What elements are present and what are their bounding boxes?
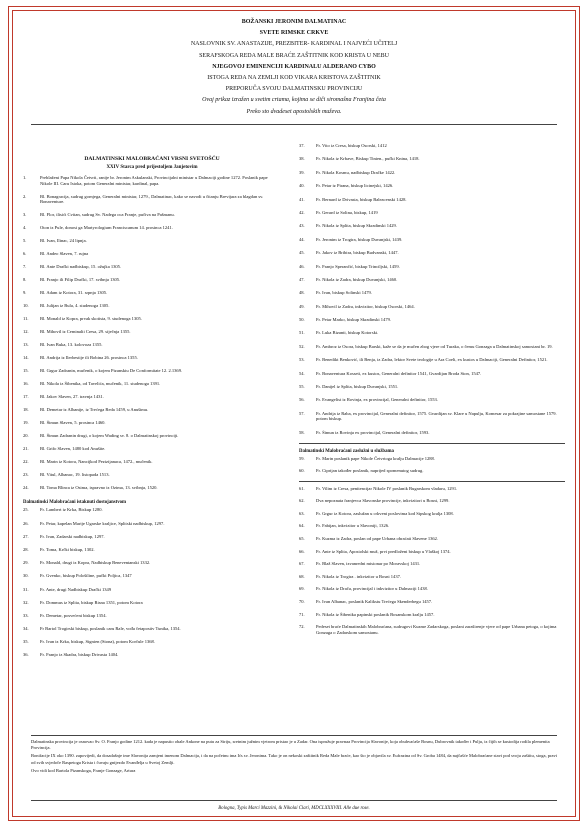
item-text: Bl. Bonagracija, sudrug gornjega, Generalni ministar, 1279., Dalmatinac, kako se navodi u čitanju Brevijara za blagdan sv. Bonaventure. xyxy=(40,193,264,205)
item-number: 38. xyxy=(299,156,305,162)
item-number: 34. xyxy=(23,626,29,632)
item-number: 37. xyxy=(299,143,305,148)
item-number: 58. xyxy=(299,429,305,435)
list-item xyxy=(23,225,281,231)
item-number: 32. xyxy=(23,599,29,605)
item-number: 61. xyxy=(299,485,305,491)
item-number: 10. xyxy=(23,303,29,309)
item-text: Fr. Petar iz Pirana, biskup licinejski, 1426. xyxy=(316,183,394,189)
list-item xyxy=(299,397,565,403)
item-number: 57. xyxy=(299,410,305,416)
list-item xyxy=(299,498,565,504)
item-text: Fr. Petar, kapelan Marije Ugarske kraljice, Splitski nadbiskup, 1297. xyxy=(40,520,165,526)
item-number: 7. xyxy=(23,264,27,270)
item-text: Fr. Dommus iz Splita, biskup Risna 1351, potom Kotora xyxy=(40,599,143,605)
missionaries-list xyxy=(299,486,565,636)
item-text: Fr. Ambroz iz Osora, biskup Barski, kaže se da je mučen zbog vjere od Turaka, o čemu Gonzaga u Dalmatinskoj samostani br. 19. xyxy=(316,343,553,349)
item-text: Fr. Vito iz Cresa, biskup Osorski, 1412 xyxy=(316,143,387,148)
header-separator xyxy=(31,124,557,125)
list-item xyxy=(299,330,565,336)
document-page xyxy=(8,6,580,821)
item-text: Fr. Fabijan, inkvizitor u Slavoniji, 1326. xyxy=(316,523,390,529)
item-number: 17. xyxy=(23,393,29,399)
item-text: Fr. Nikola iz Trogira . inkvizitor u Bosni 1437. xyxy=(316,573,402,579)
item-number: 51. xyxy=(299,330,305,336)
list-item xyxy=(299,430,565,436)
item-text: Bl. Jakov Slaven, 27. travnja 1431. xyxy=(40,393,104,399)
item-number: 3. xyxy=(23,212,27,218)
list-item xyxy=(23,355,281,361)
item-text: Fr. Nikola Kosmu, nadbiskup Dračke 1422. xyxy=(316,169,396,175)
item-number: 2. xyxy=(23,193,27,199)
item-text: Fr. Ivan, Zadarski nadbiskup, 1297. xyxy=(40,533,105,539)
list-item xyxy=(299,523,565,529)
item-text: Fr. Ciprijan također poslanik, naprijed spomenutog sudrug. xyxy=(316,468,424,474)
item-number: 30. xyxy=(23,573,29,579)
dignitaries-list xyxy=(23,507,281,658)
item-number: 19. xyxy=(23,419,29,425)
item-number: 25. xyxy=(23,507,29,513)
item-text: Fr. Nikola iz Drača, provincijal i inkvizitor u Dalmaciji 1438. xyxy=(316,586,428,592)
item-text: Fr. Jakov iz Bribira, biskup Budvanski, 1447. xyxy=(316,250,399,256)
item-number: 12. xyxy=(23,329,29,335)
list-item xyxy=(23,652,281,658)
colophon-separator xyxy=(31,800,557,801)
list-item xyxy=(23,277,281,283)
item-text: Fr. Vilim iz Cresa, penitencijar Nikole IV poslanik Bugarskom vladaru, 1291. xyxy=(316,485,458,491)
item-text: Fr. Jeronim iz Trogira, biskup Duvanjski, 1439. xyxy=(316,236,403,242)
list-item xyxy=(23,472,281,478)
item-number: 13. xyxy=(23,342,29,347)
item-number: 67. xyxy=(299,561,305,567)
list-item xyxy=(299,456,565,462)
item-text: Fr. Lambert iz Krka, Biskup 1280. xyxy=(40,507,103,513)
item-text: Fr. Nikola iz Splita, biskup Skradinski 1429. xyxy=(316,223,397,229)
list-item xyxy=(299,536,565,542)
item-text: Fr. Monald, drugi iz Kopra, Nadbiskup Beneventanski 1332. xyxy=(40,560,151,566)
list-item xyxy=(23,534,281,540)
item-number: 46. xyxy=(299,263,305,269)
item-text: Fr. Danijel iz Splita, biskup Duvanjski, 1551. xyxy=(316,384,399,390)
item-number: 1. xyxy=(23,175,27,180)
item-number: 52. xyxy=(299,343,305,349)
item-text: Fr. Ivan Albanac, poslanik Kalikstu Trećega Skenderbegu 1457. xyxy=(316,598,433,604)
list-item xyxy=(23,175,281,186)
item-text: Bl. Andeo Slaven, 7. rujna xyxy=(40,251,89,257)
list-item xyxy=(23,212,281,218)
item-number: 11. xyxy=(23,316,29,322)
list-item xyxy=(299,384,565,390)
list-item xyxy=(299,586,565,592)
item-number: 62. xyxy=(299,498,305,504)
item-text: Fr. Nikola iz Krbave, Biskup Tinien., pučki Knina, 1418. xyxy=(316,156,420,162)
list-item xyxy=(23,485,281,491)
item-text: Bl. Nikola iz Šibenika, od Tavelića, mučenik, 11. studenoga 1391. xyxy=(40,380,161,386)
list-item xyxy=(23,600,281,606)
item-text: Bl. Šimun Zadranin drugi, o kojem Wading sv. 8. o Dalmatinskoj provinciji. xyxy=(40,432,179,438)
list-item xyxy=(299,549,565,555)
item-text: Dva nepoznata franjevca Slavonske provincije, inkvizitori u Bosni, 1299. xyxy=(316,498,450,504)
list-item xyxy=(299,317,565,323)
item-text: Fr. Kuzma iz Zadra, poslan od pape Urbana obraćati Slavene 1362. xyxy=(316,535,439,541)
item-text: Fr. Toma, Krčki biskup, 1302. xyxy=(40,546,95,552)
item-number: 69. xyxy=(299,586,305,592)
item-number: 8. xyxy=(23,277,27,283)
footer-text xyxy=(31,739,557,776)
list-item xyxy=(299,197,565,203)
item-number: 21. xyxy=(23,445,29,451)
item-text: Bl. Ivan, Ilinac, 24 lipnja. xyxy=(40,238,87,244)
list-item xyxy=(23,560,281,566)
item-number: 36. xyxy=(23,652,29,658)
colophon: Bologna, Typis Marci Mazzini, & Nikolai Clari, MDCLXXXVIII. Alle due rose. xyxy=(218,806,370,811)
list-item xyxy=(23,342,281,348)
list-item xyxy=(299,511,565,517)
item-number: 44. xyxy=(299,236,305,242)
item-number: 4. xyxy=(23,225,27,231)
list-item xyxy=(299,468,565,474)
item-number: 45. xyxy=(299,250,305,256)
left-column-subtitle: XXIV Starca pred prijestoljem Janjetovim xyxy=(106,165,198,170)
list-item xyxy=(23,303,281,309)
item-number: 20. xyxy=(23,432,29,438)
item-text: Bl. Šimun Slaven, 5. prosinca 1460. xyxy=(40,419,106,425)
item-text: Fr. Demetar, posvećeni biskup 1354. xyxy=(40,612,107,618)
list-item xyxy=(23,446,281,452)
list-item xyxy=(299,290,565,296)
item-number: 16. xyxy=(23,380,29,386)
right-separator-2 xyxy=(299,481,565,482)
list-item xyxy=(23,394,281,400)
item-number: 26. xyxy=(23,520,29,526)
item-text: Bl. Flor, ilisići Cvitan, sudrug Sv. Nadega oca Franje, pučiva na Pašmanu. xyxy=(40,212,175,218)
item-text: Fr. Bonaventura Kosseti, ex kustos, Generalni definitor 1541, Gvardijan Broda Sion, 1547. xyxy=(316,370,482,376)
item-text: Fr. Gerard iz Solina, biskup, 1419 xyxy=(316,209,378,215)
item-number: 27. xyxy=(23,533,29,539)
left-column-title: DALMATINSKI MALOBRAĆANI VRSNI SVETOŠĆU xyxy=(84,156,220,162)
item-text: Preblaženi Papa Nikola Četvrti, ranije br. Jeronim Askulanski, Provincijalni ministar u Dalmaciji godine 1272. Poslanik pape Nikole III. Caru Istoka, potom Generalni ministar, kardinal, papa. xyxy=(40,175,268,186)
item-text: Fr. Luka Bizanti, biskup Kotorski. xyxy=(316,330,379,336)
item-number: 70. xyxy=(299,598,305,604)
item-number: 47. xyxy=(299,276,305,282)
item-number: 49. xyxy=(299,303,305,309)
list-item xyxy=(299,210,565,216)
item-text: Bl. Vitul, Albanac, 19. listopada 1513. xyxy=(40,471,110,477)
list-item xyxy=(23,316,281,322)
list-item xyxy=(299,624,565,635)
item-text: Fr. Nikola iz Zadra, biskup Duvanjski, 1460. xyxy=(316,276,398,282)
item-number: 71. xyxy=(299,611,305,617)
item-number: 56. xyxy=(299,397,305,403)
right-column xyxy=(299,143,565,642)
list-item xyxy=(23,587,281,593)
item-number: 31. xyxy=(23,586,29,592)
item-text: Fr. Evangelist iz Rovinja, ex provincijal, Generalni definitor, 1553. xyxy=(316,397,438,403)
list-item xyxy=(23,238,281,244)
item-text: Bl. Ivan Buka, 13. kolovoza 1355. xyxy=(40,342,103,347)
header-line: SVETE RIMSKE CRKVE xyxy=(259,30,329,37)
list-item xyxy=(23,626,281,632)
item-text: Fr. Ante, drugi Nadbiskup Drački 1349 xyxy=(40,586,112,592)
item-text: Fr. Nikola iz Šibenika papinski poslanik Bosanskom kralju 1457. xyxy=(316,611,435,617)
item-number: 5. xyxy=(23,238,27,244)
services-section-title: Dalmatinski Malobraćani zaslužni u službama xyxy=(299,449,394,455)
item-text: Bl. Julijan iz Bula, 4. studenoga 1305. xyxy=(40,303,110,309)
list-item xyxy=(299,156,565,162)
list-item xyxy=(23,507,281,513)
item-number: 55. xyxy=(299,384,305,390)
item-text: Bl. Monald iz Kopra, prvak skotista, 9. studenoga 1305. xyxy=(40,316,142,322)
list-item xyxy=(23,407,281,413)
list-item xyxy=(299,561,565,567)
item-number: 59. xyxy=(299,456,305,462)
item-text: Oton iz Pule, donosi ga Martyrologium Franciscanum 14. prosinca 1241. xyxy=(40,225,173,231)
item-number: 48. xyxy=(299,290,305,296)
list-item xyxy=(23,381,281,387)
header-line: Ovaj prikaz izražen u svetim crtama, kojima se diči siromašna Franjina četa xyxy=(202,97,386,104)
item-text: Fr. Bernard iz Drivasta, biskup Baleacenski 1428. xyxy=(316,196,407,202)
list-item xyxy=(23,368,281,374)
list-item xyxy=(299,486,565,492)
item-text: Bl. Mihovil iz Ceminalii Cresa, 29. siječnja 1355. xyxy=(40,329,131,335)
list-item xyxy=(299,371,565,377)
list-item xyxy=(299,277,565,283)
item-text: Fr. Gvenko, biskup Pološiline, pučki Poljica, 1347 xyxy=(40,573,132,579)
item-number: 18. xyxy=(23,406,29,412)
left-column xyxy=(23,155,281,666)
item-number: 6. xyxy=(23,251,27,257)
list-item xyxy=(23,194,281,205)
item-number: 42. xyxy=(299,209,305,215)
item-text: Fr. Šimun iz Rovinja ex provincijal, Generalni definitor, 1593. xyxy=(316,429,430,435)
list-item xyxy=(23,639,281,645)
item-text: Fr. Franjo iz Skadra, biskup Drivasta 1404. xyxy=(40,652,119,658)
item-number: 53. xyxy=(299,357,305,363)
header-line: ISTOGA REDA NA ZEMLJI KOD VIKARA KRISTOVA ZAŠTITNIK xyxy=(207,75,381,82)
list-item xyxy=(299,143,565,149)
list-item xyxy=(23,290,281,296)
list-item xyxy=(299,612,565,618)
item-text: Bl. Grifo Slaven, 1480 kod Anušite. xyxy=(40,445,106,451)
item-number: 68. xyxy=(299,573,305,579)
list-item xyxy=(299,250,565,256)
footer-paragraph: Ovo vidi kod Bartola Pizanskoga, Franje Gonzage, Artura xyxy=(31,767,136,773)
item-number: 66. xyxy=(299,548,305,554)
item-number: 64. xyxy=(299,523,305,529)
list-item xyxy=(299,357,565,363)
header-line: BOŽANSKI JERONIM DALMATINAC xyxy=(241,19,347,25)
list-item xyxy=(23,433,281,439)
item-text: Bl. Demetar iz Albanije, iz Trećega Reda 1459, u Anušimu. xyxy=(40,406,149,412)
item-text: Bl. Ante Drački nadbiskup, 15. ožujka 1305. xyxy=(40,264,122,270)
footer-paragraph: Bonifacije IX oko 1390. zapovijedi, da dosadašnje ime Slavonija zamjeni imenom Dalmacija, i da na početnu ima Ićs sv. Jeronima. Tako je on nekoski zaštitnik Reda Male braće, kao što je objavila sv. Eufrazina od Sv. Groba 1484, da najčašće Malobraćane stavi pod svoju zaštitu, stoga, pravi od svih svjedoče Raspetoga Krista i čuvaju gnijezdo Evanđelja u Svetoj Zemlji. xyxy=(31,753,557,765)
footer-paragraph: Dalmatinska provincija je osnovao Sv. O. Franjo godine 1212. kada je napustio obale Ankone na putu za Siriju, sretnim južnim vjetrom pristao je u Zadar. Ona ispružuje pravnaa Provincija Slavonije, koja obuhvaćaše Bosnu, Dubrovnik također i Pulju, iz čijih se kustodija rodila plemenita Provincija. xyxy=(31,739,550,751)
item-number: 14. xyxy=(23,354,29,360)
list-item xyxy=(299,344,565,350)
item-number: 60. xyxy=(299,468,305,474)
header-line: NJEGOVOJ EMINENCIJI KARDINALU ALDERANO CYBO xyxy=(212,63,376,70)
item-text: Fr. Benedikt Benković, ili Benja, iz Zadra, lektor Svete teologije u Ara Coeli, ex kustos u Dalmaciji, Generalni Definitor, 1521. xyxy=(316,357,548,363)
list-item xyxy=(299,264,565,270)
item-text: Fr Bartol Trogirski biskup, poslanik caru Rale, vođa četapostiv Tunika, 1354. xyxy=(40,626,181,632)
item-text: Bl. Toma Blinca iz Osima, ispravno iz Ozima, 13. svibnja, 1520. xyxy=(40,484,158,490)
item-text: Fr. Andrija iz Raba, ex provincijal, Generalni definitor, 1575. Gvardijan sv. Klare u Napulju, Komesar za pokrajine samostane 1579. potom biskup. xyxy=(316,410,557,422)
item-text: Fr. Grgur iz Kotora, zaslužan u crkveni poslovima kod Sipskog kralja 1308. xyxy=(316,510,454,516)
list-item xyxy=(299,183,565,189)
item-text: Bl. Grgur Zadranin, mučenik, o kojem Pizanskiu De Conformitate 12. 2.1369. xyxy=(40,367,183,373)
item-text: Bl. Andrija iz Ilerbestije ili Bobina 26. prosinca 1355. xyxy=(40,354,138,360)
item-number: 15. xyxy=(23,367,29,373)
list-item xyxy=(23,264,281,270)
list-item xyxy=(299,411,565,422)
item-number: 33. xyxy=(23,612,29,618)
item-number: 40. xyxy=(299,183,305,189)
header-line: Preko sto dvadeset apostolskih muževa. xyxy=(246,108,342,115)
item-number: 63. xyxy=(299,510,305,516)
right-separator-1 xyxy=(299,443,565,444)
item-number: 28. xyxy=(23,546,29,552)
item-number: 24. xyxy=(23,484,29,490)
header-line: SERAFSKOGA REDA MALE BRAĆE ZAŠTITNIK KOD KRISTA U NEBU xyxy=(199,52,389,59)
list-item xyxy=(23,613,281,619)
item-number: 35. xyxy=(23,639,29,645)
item-number: 43. xyxy=(299,223,305,229)
item-number: 41. xyxy=(299,196,305,202)
item-number: 65. xyxy=(299,535,305,541)
item-text: Fr. Blaž Slaven, izvanredni misionar po Moravskoj 1431. xyxy=(316,561,421,567)
item-number: 22. xyxy=(23,458,29,464)
item-text: Fr. Marin poslanik pape Nikole Četvrtoga kralju Dalmacije 1288. xyxy=(316,456,435,462)
list-item xyxy=(23,329,281,335)
saints-list xyxy=(23,175,281,490)
list-item xyxy=(299,237,565,243)
list-item xyxy=(299,304,565,310)
services-list xyxy=(299,456,565,474)
item-text: Fr. Petar Marko, biskup Skradinski 1479. xyxy=(316,317,392,323)
header-line: NASLOVNIK SV. ANASTAZIJE, PREZBITER- KARDINAL I NAJVEĆI UČITELJ xyxy=(190,41,398,48)
item-text: Fr. Franjo Sperančić, biskup Trinciljski, 1459. xyxy=(316,263,400,269)
item-text: Bl. Franjo ili Filip Drački, 17. svibnja 1305. xyxy=(40,277,121,283)
list-item xyxy=(23,521,281,527)
list-item xyxy=(299,599,565,605)
item-number: 29. xyxy=(23,560,29,566)
list-item xyxy=(23,573,281,579)
item-number: 39. xyxy=(299,169,305,175)
item-text: Bl. Marin iz Kotora, Nancijkod Pezizijanaca, 1472., mučenik. xyxy=(40,458,153,464)
item-number: 9. xyxy=(23,290,27,296)
list-item xyxy=(299,170,565,176)
list-item xyxy=(23,547,281,553)
list-item xyxy=(23,420,281,426)
dedication-header xyxy=(9,17,579,118)
list-item xyxy=(23,459,281,465)
item-text: Fr. Ante iz Splita, Apostolski muž, prvi predloženi biskup u Vlaškoj 1374. xyxy=(316,548,451,554)
list-item xyxy=(299,574,565,580)
item-text: Fr. Mihovil iz Zadra, inkvizitor, biskup Osorski, 1464. xyxy=(316,303,415,309)
item-number: 54. xyxy=(299,370,305,376)
item-number: 72. xyxy=(299,624,305,630)
item-text: Fr. Ivan iz Krka, biskup, Signien (Stona), potom Korčule 1368. xyxy=(40,639,155,645)
list-item xyxy=(299,223,565,229)
item-text: Pedeset braće Dalmatinskih Malobraćana, sudrugovi Kuzme Zadarskoga, poslani zaraširenje vjere od pape Urbana petoga, o kojima Gonzaga o Zadarskom samostanu. xyxy=(316,624,557,635)
bishops-list xyxy=(299,143,565,435)
item-text: Fr. Ivan, biskup Solinski 1479. xyxy=(316,290,372,296)
item-number: 23. xyxy=(23,471,29,477)
dignitaries-section-title: Dalmatinski Malobraćani istaknuti dostojanstvom xyxy=(23,500,127,506)
item-number: 50. xyxy=(299,317,305,323)
list-item xyxy=(23,251,281,257)
item-text: Bl. Adam iz Kotora, 31. srpnja 1305. xyxy=(40,290,108,296)
header-line: PREPORUČA SVOJU DALMATINSKU PROVINCIJU xyxy=(225,86,363,93)
footer-separator xyxy=(31,735,557,736)
